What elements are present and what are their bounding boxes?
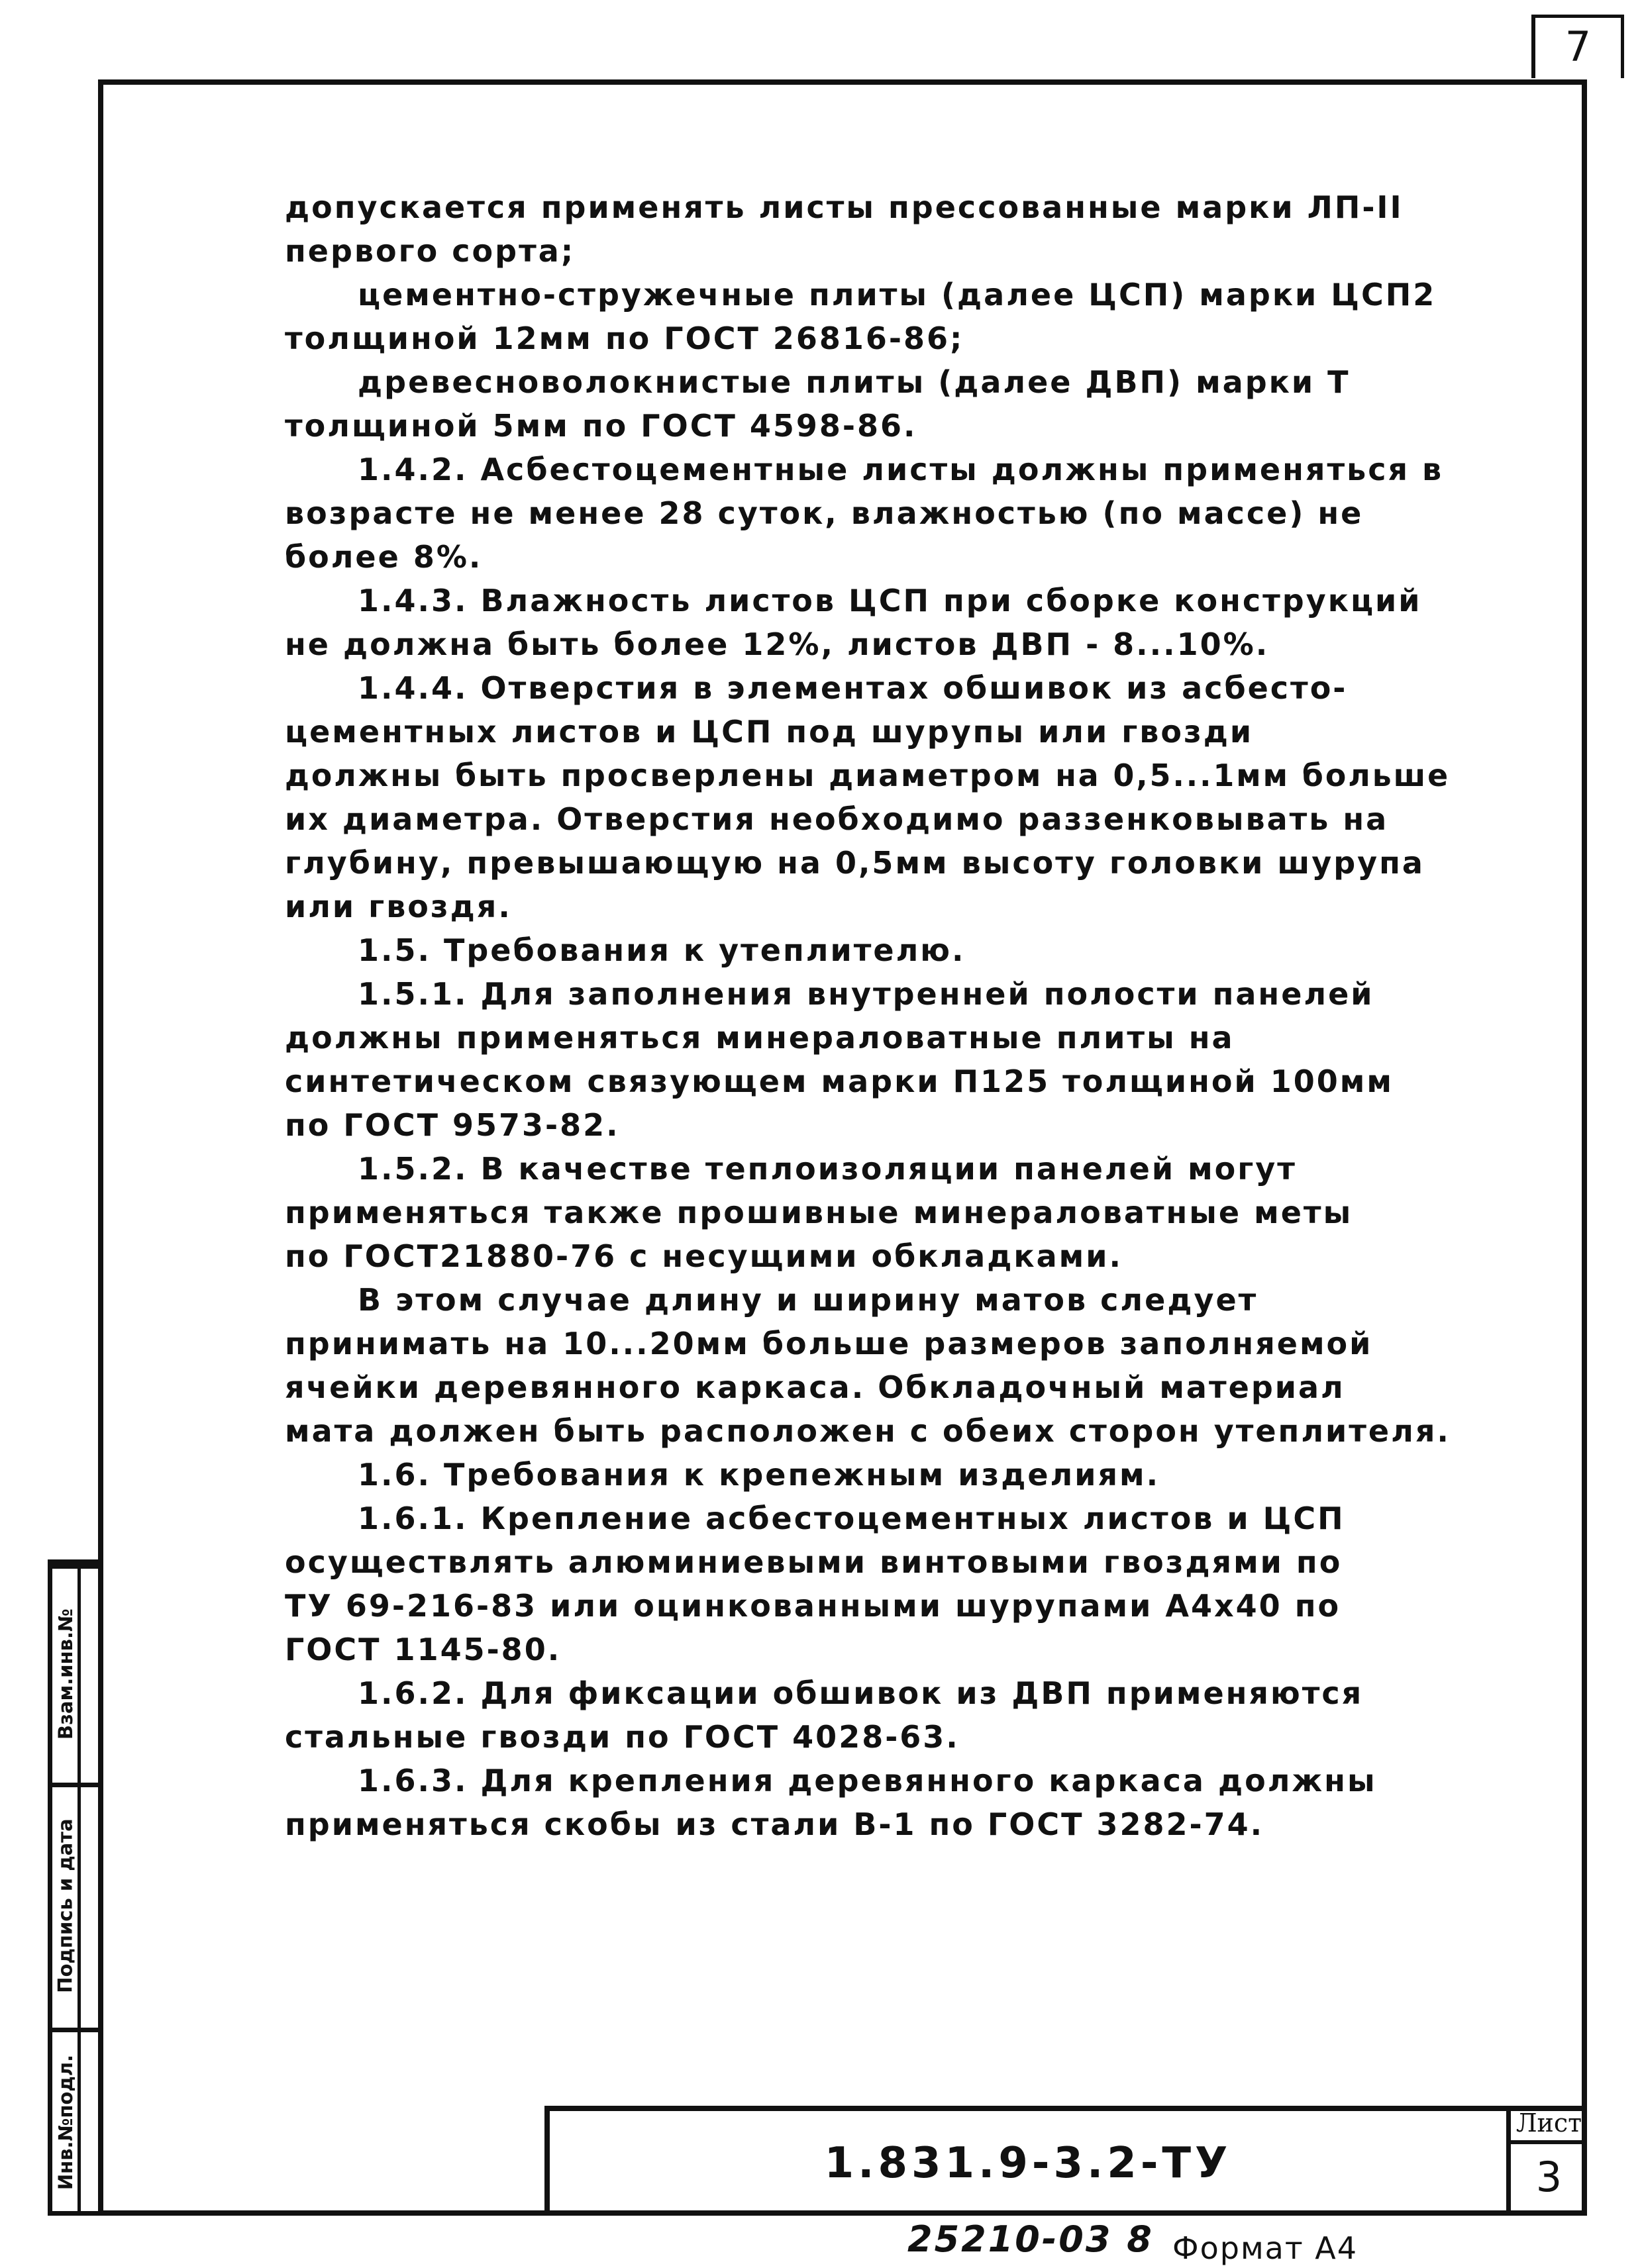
body-text-line: цементно-стружечные плиты (далее ЦСП) марки ЦСП2: [358, 277, 1437, 313]
body-text-line: толщиной 5мм по ГОСТ 4598-86.: [285, 408, 917, 444]
body-text-line: 1.6.3. Для крепления деревянного каркаса должны: [358, 1763, 1377, 1799]
body-text-line: первого сорта;: [285, 233, 576, 269]
format-label: Формат А4: [1172, 2230, 1358, 2266]
left-stamp-strip: [48, 1559, 102, 2216]
archive-code: 25210-03 8: [907, 2218, 1154, 2260]
strip-divider: [52, 1564, 102, 1569]
body-text-line: толщиной 12мм по ГОСТ 26816-86;: [285, 320, 964, 356]
body-text-line: древесноволокнистые плиты (далее ДВП) марки Т: [358, 364, 1351, 400]
body-text-line: должны быть просверлены диаметром на 0,5...1мм больше: [285, 758, 1451, 793]
body-text-line: цементных листов и ЦСП под шурупы или гвозди: [285, 714, 1254, 750]
body-text-line: ГОСТ 1145-80.: [285, 1632, 562, 1667]
body-text-line: 1.5.2. В качестве теплоизоляции панелей могут: [358, 1151, 1297, 1187]
body-text-line: стальные гвозди по ГОСТ 4028-63.: [285, 1719, 960, 1755]
body-text-line: синтетическом связующем марки П125 толщиной 100мм: [285, 1063, 1394, 1099]
title-block: [544, 2106, 1587, 2216]
strip-divider: [52, 2028, 102, 2032]
body-text-line: ячейки деревянного каркаса. Обкладочный материал: [285, 1369, 1345, 1405]
sheet-label: Лист: [1511, 2106, 1587, 2144]
body-text-line: применяться скобы из стали В-1 по ГОСТ 3282-74.: [285, 1806, 1264, 1842]
body-text-line: должны применяться минераловатные плиты на: [285, 1020, 1235, 1056]
body-text-line: принимать на 10...20мм больше размеров заполняемой: [285, 1326, 1373, 1361]
body-text-line: мата должен быть расположен с обеих сторон утеплителя.: [285, 1413, 1451, 1449]
body-text-line: более 8%.: [285, 539, 483, 575]
body-text-line: В этом случае длину и ширину матов следует: [358, 1282, 1258, 1318]
body-text-line: 1.4.4. Отверстия в элементах обшивок из асбесто-: [358, 670, 1348, 706]
body-text-line: применяться также прошивные минераловатные меты: [285, 1195, 1353, 1230]
sheet-number: 3: [1535, 2153, 1563, 2201]
body-text-line: их диаметра. Отверстия необходимо раззенковывать на: [285, 801, 1389, 837]
body-text-line: 1.6. Требования к крепежным изделиям.: [358, 1457, 1160, 1493]
body-text-line: по ГОСТ21880-76 с несущими обкладками.: [285, 1238, 1123, 1274]
document-code: 1.831.9-3.2-ТУ: [824, 2139, 1232, 2188]
strip-label-original-inventory: Инв.№подл.: [54, 2054, 77, 2191]
body-text-line: возрасте не менее 28 суток, влажностью (по массе) не: [285, 495, 1364, 531]
body-text-line: допускается применять листы прессованные марки ЛП-II: [285, 189, 1404, 225]
strip-label-replacement-inventory: Взам.инв.№: [54, 1608, 77, 1740]
body-text-line: 1.4.2. Асбестоцементные листы должны применяться в: [358, 452, 1444, 487]
document-body: [285, 185, 1451, 1846]
body-text-line: или гвоздя.: [285, 889, 512, 924]
body-text-line: 1.6.2. Для фиксации обшивок из ДВП применяются: [358, 1675, 1364, 1711]
sheet-cell: [1506, 2106, 1587, 2216]
body-text-line: глубину, превышающую на 0,5мм высоту головки шурупа: [285, 845, 1425, 881]
body-text-line: ТУ 69-216-83 или оцинкованными шурупами А4х40 по: [285, 1588, 1341, 1624]
body-text-line: 1.4.3. Влажность листов ЦСП при сборке конструкций: [358, 583, 1422, 618]
strip-label-signature-date: Подпись и дата: [54, 1818, 77, 1993]
body-text-line: осуществлять алюминиевыми винтовыми гвоздями по: [285, 1544, 1343, 1580]
body-text-line: 1.6.1. Крепление асбестоцементных листов и ЦСП: [358, 1501, 1345, 1536]
body-text-line: 1.5.1. Для заполнения внутренней полости панелей: [358, 976, 1374, 1012]
top-page-number: 7: [1531, 15, 1624, 78]
body-text-line: не должна быть более 12%, листов ДВП - 8...10%.: [285, 626, 1270, 662]
strip-divider: [52, 1783, 102, 1787]
body-text-line: по ГОСТ 9573-82.: [285, 1107, 620, 1143]
body-text-line: 1.5. Требования к утеплителю.: [358, 932, 966, 968]
